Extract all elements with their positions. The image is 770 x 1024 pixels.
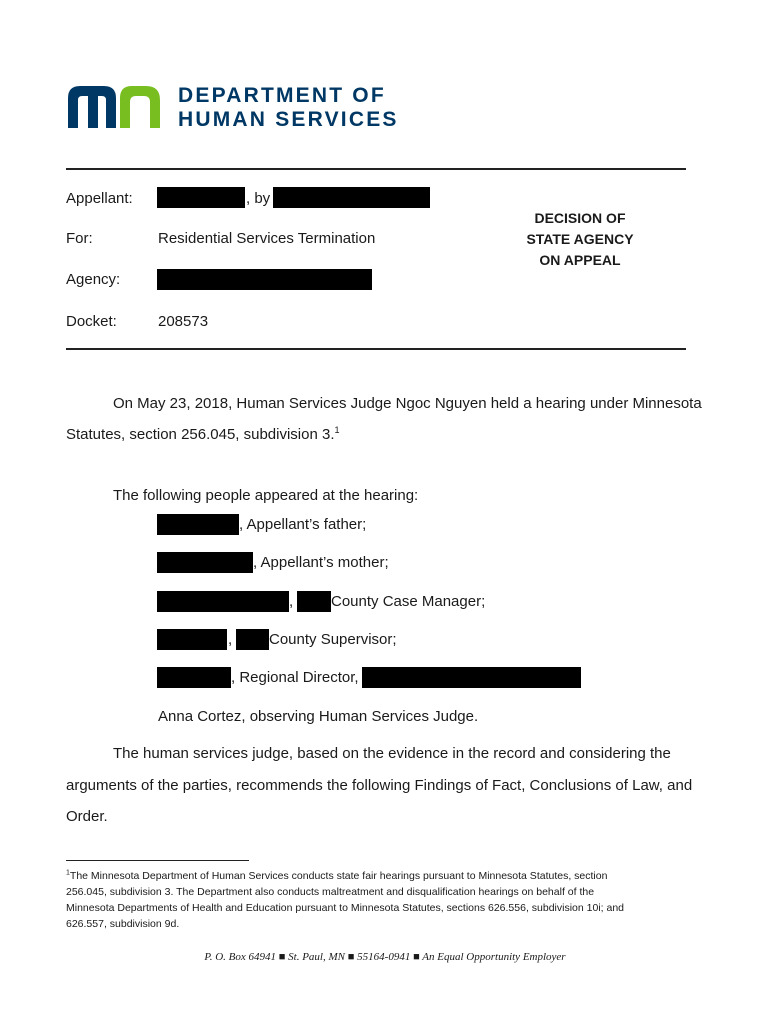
decision-title-line3: ON APPEAL	[539, 252, 621, 268]
redaction-agency	[157, 269, 372, 290]
footnote-reference: 1	[334, 425, 340, 435]
mn-logo	[66, 84, 166, 130]
supervisor-separator: ,	[228, 631, 233, 648]
case-manager-separator: ,	[289, 593, 294, 610]
redaction-regional-director-org	[362, 667, 581, 688]
footer-separator-1: ■	[278, 951, 286, 963]
footer-separator-3: ■	[413, 951, 420, 963]
redaction-case-manager-county	[297, 591, 331, 612]
redaction-appellant-name	[157, 187, 245, 208]
redaction-case-manager-name	[157, 591, 289, 612]
for-value: Residential Services Termination	[158, 230, 376, 247]
redaction-father-name	[157, 514, 239, 535]
decision-title-line2: STATE AGENCY	[526, 231, 634, 247]
footnote-line3: Minnesota Departments of Health and Education pursuant to Minnesota Statutes, sections 626.556, subdivision 10i; and	[66, 902, 625, 914]
footer-zip: 55164-0941	[357, 951, 411, 963]
para1-line2-text: Statutes, section 256.045, subdivision 3.	[66, 426, 335, 443]
redaction-supervisor-name	[157, 629, 227, 650]
footnote-line1-text: The Minnesota Department of Human Services conducts state fair hearings pursuant to Minnesota Statutes, section	[69, 870, 608, 882]
mn-logo-green-n	[120, 86, 160, 128]
department-name-line1: DEPARTMENT OF	[178, 84, 386, 107]
footer-city: St. Paul, MN	[288, 951, 345, 963]
footnote-number: 1	[66, 869, 70, 877]
agency-label: Agency:	[66, 271, 121, 288]
appellant-label: Appellant:	[66, 190, 133, 207]
mn-logo-navy-m	[68, 86, 116, 128]
observer-line: Anna Cortez, observing Human Services Judge.	[158, 708, 479, 725]
appellant-by-text: , by	[246, 190, 271, 207]
decision-title	[500, 208, 660, 271]
docket-value: 208573	[158, 313, 209, 330]
para1-line1: On May 23, 2018, Human Services Judge Ngoc Nguyen held a hearing under Minnesota	[113, 395, 702, 412]
footnote-rule	[66, 860, 249, 861]
department-name-line2: HUMAN SERVICES	[178, 108, 399, 131]
top-rule	[66, 168, 686, 170]
father-role: , Appellant’s father;	[239, 516, 367, 533]
redaction-regional-director-name	[157, 667, 231, 688]
footer-address: P. O. Box 64941	[204, 951, 276, 963]
department-name	[178, 84, 399, 132]
para3-line1: The human services judge, based on the evidence in the record and considering the	[113, 745, 671, 762]
regional-director-role: , Regional Director,	[231, 669, 359, 686]
para3-line2: arguments of the parties, recommends the following Findings of Fact, Conclusions of Law, and	[66, 777, 693, 794]
middle-rule	[66, 348, 686, 350]
footer-separator-2: ■	[347, 951, 355, 963]
para1-line2	[66, 425, 340, 445]
page-footer	[0, 951, 770, 963]
footnote-line4: 626.557, subdivision 9d.	[66, 918, 180, 930]
footer-eoe: An Equal Opportunity Employer	[422, 951, 566, 963]
footnote	[66, 868, 696, 932]
mother-role: , Appellant’s mother;	[253, 554, 389, 571]
footnote-line2: 256.045, subdivision 3. The Department also conducts maltreatment and disqualification hearings on behalf of the	[66, 886, 595, 898]
docket-label: Docket:	[66, 313, 117, 330]
supervisor-role: County Supervisor;	[269, 631, 397, 648]
footnote-line1	[66, 868, 696, 884]
redaction-mother-name	[157, 552, 253, 573]
for-label: For:	[66, 230, 93, 247]
case-manager-role: County Case Manager;	[331, 593, 486, 610]
redaction-appellant-representative	[273, 187, 430, 208]
para3-line3: Order.	[66, 808, 108, 825]
redaction-supervisor-county	[236, 629, 269, 650]
decision-title-line1: DECISION OF	[534, 210, 626, 226]
people-intro: The following people appeared at the hearing:	[113, 487, 419, 504]
